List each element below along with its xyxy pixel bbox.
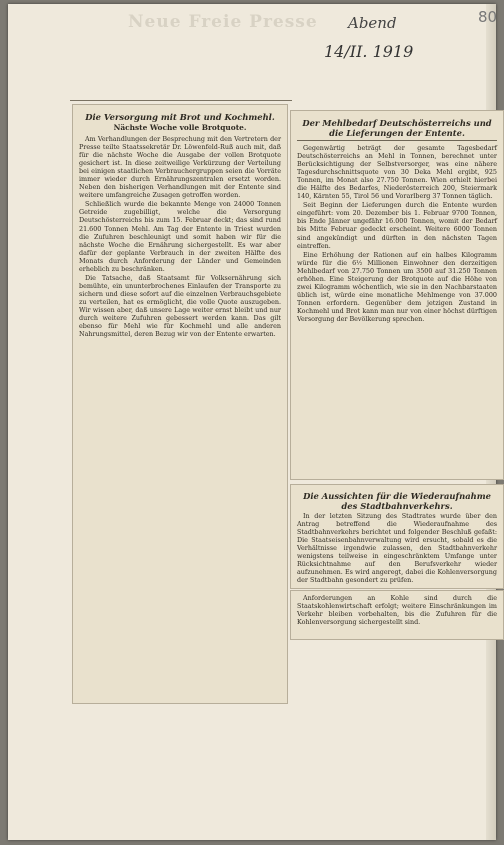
handwritten-date: 14/II. 1919 — [324, 42, 414, 61]
right-top-article-paragraph: Seit Beginn der Lieferungen durch die Entente wurden eingeführt: vom 20. Dezember bis 1. Februar 9700 Tonnen, bis Ende Jänner ungefähr 16.000 Tonnen, womit der Bedarf bis Mitte Februar gedeckt erscheint. Weitere 6000 Tonnen sind angekündigt und dürften in den nächsten Tagen eintreffen. — [297, 201, 497, 250]
left-article-clipping — [72, 104, 288, 704]
newspaper-masthead: Neue Freie Presse — [128, 12, 318, 32]
right-top-article-clipping — [290, 110, 504, 480]
left-article-headline: Die Versorgung mit Brot und Kochmehl. — [85, 112, 275, 122]
left-article-subhead: Nächste Woche volle Brotquote. — [113, 123, 247, 132]
right-top-article-headline: Der Mehlbedarf Deutschösterreichs und die Lieferungen der Entente. — [302, 118, 492, 138]
left-article-paragraph: Schließlich wurde die bekannte Menge von 24000 Tonnen Getreide zugebilligt, welche die Versorgung Deutschösterreichs bis zum 15. Februar deckt; das sind rund 21.600 Tonnen Mehl. Am Tag der Entente in Triest wurden die Zufuhren beschleunigt und somit haben wir für die nächste Woche die Ernährung sichergestellt. Es war aber dafür der geplante Verbrauch in der zweiten Hälfte des Monats durch Anforderung der Länder und Gemeinden erheblich zu beschränken. — [79, 200, 281, 273]
right-top-article-paragraph: Eine Erhöhung der Rationen auf ein halbes Kilogramm würde für die 6½ Millionen Einwohner den derzeitigen Mehlbedarf von 27.750 Tonnen um 3500 auf 31.250 Tonnen erhöhen. Eine Steigerung der Brotquote auf die Höhe von zwei Kilogramm wöchentlich, wie sie in den Nachbarstaaten üblich ist, würde eine monatliche Mehlmenge von 37.000 Tonnen erfordern. Gegenüber dem jetzigen Zustand in Kochmehl und Brot kann man nur von einer höchst dürftigen Versorgung der Bevölkerung sprechen. — [297, 250, 497, 323]
left-article-paragraph: Am Verhandlungen der Besprechung mit den Vertretern der Presse teilte Staatssekretär Dr. Löwenfeld-Ruß auch mit, daß für die nächste Woche die Ausgabe der vollen Brotquote gesichert ist. In diese zeitweilige Verkürzung der Verteilung bei einigen staatlichen Verbrauchergruppen seien die Vorräte immer wieder durch Ernährungszentralen ersetzt worden. Neben den bisherigen Verhandlungen mit der Entente sind weitere umfangreiche Zusagen getroffen worden. — [79, 135, 281, 200]
right-strip-clipping — [290, 590, 504, 640]
right-bottom-article-clipping — [290, 484, 504, 589]
archive-sheet — [8, 4, 496, 840]
right-bottom-article-paragraph: In der letzten Sitzung des Stadtrates wurde über den Antrag betreffend die Wiederaufnahme des Stadtbahnverkehrs berichtet und folgender Beschluß gefaßt: Die Staatseisenbahnverwaltung wird ersucht, sobald es die Verhältnisse irgendwie zulassen, den Stadtbahnverkehr wenigstens teilweise in eingeschränktem Umfange unter Rücksichtnahme auf den Berufsverkehr wieder aufzunehmen. Es wird angeregt, dabei die Kohlenversorgung der Stadtbahn gesondert zu prüfen. — [297, 512, 497, 585]
clipping-top-rule — [70, 100, 292, 101]
right-strip-text: Anforderungen an Kohle sind durch die Staatskohlenwirtschaft erfolgt; weitere Einschränkungen im Verkehr bleiben vorbehalten, bis die Zufuhren für die Kohlenversorgung sichergestellt sind. — [297, 594, 497, 627]
right-top-article-paragraph: Gegenwärtig beträgt der gesamte Tagesbedarf Deutschösterreichs an Mehl in Tonnen, berechnet unter Berücksichtigung der Selbstversorger, was eine nähere Tagesdurchschnittsquote von 30 Deka Mehl ergibt, 925 Tonnen, im Monat also 27.750 Tonnen. Wien erhielt hierbei die Hälfte des Bedarfes, Niederösterreich 200, Steiermark 140, Kärnten 55, Tirol 56 und Vorarlberg 37 Tonnen täglich. — [297, 144, 497, 201]
headline-rule — [297, 140, 497, 141]
left-article-paragraph: Die Tatsache, daß Staatsamt für Volksernährung sich bemühte, ein ununterbrochenes Einlaufen der Transporte zu sichern und diese sofort auf die einzelnen Verbrauchsgebiete zu verteilen, hat es ermöglicht, die volle Quote auszugeben. Wir wissen aber, daß unsere Lage weiter ernst bleibt und nur durch weitere Zufuhren gebessert werden kann. Das gilt ebenso für Mehl wie für Kochmehl und alle anderen Nahrungsmittel, deren Bezug wir von der Entente erwarten. — [79, 273, 281, 339]
right-bottom-article-headline: Die Aussichten für die Wiederaufnahme des Stadtbahnverkehrs. — [303, 491, 491, 511]
handwritten-source: Abend — [348, 14, 397, 32]
handwritten-number: 80 — [478, 8, 498, 26]
